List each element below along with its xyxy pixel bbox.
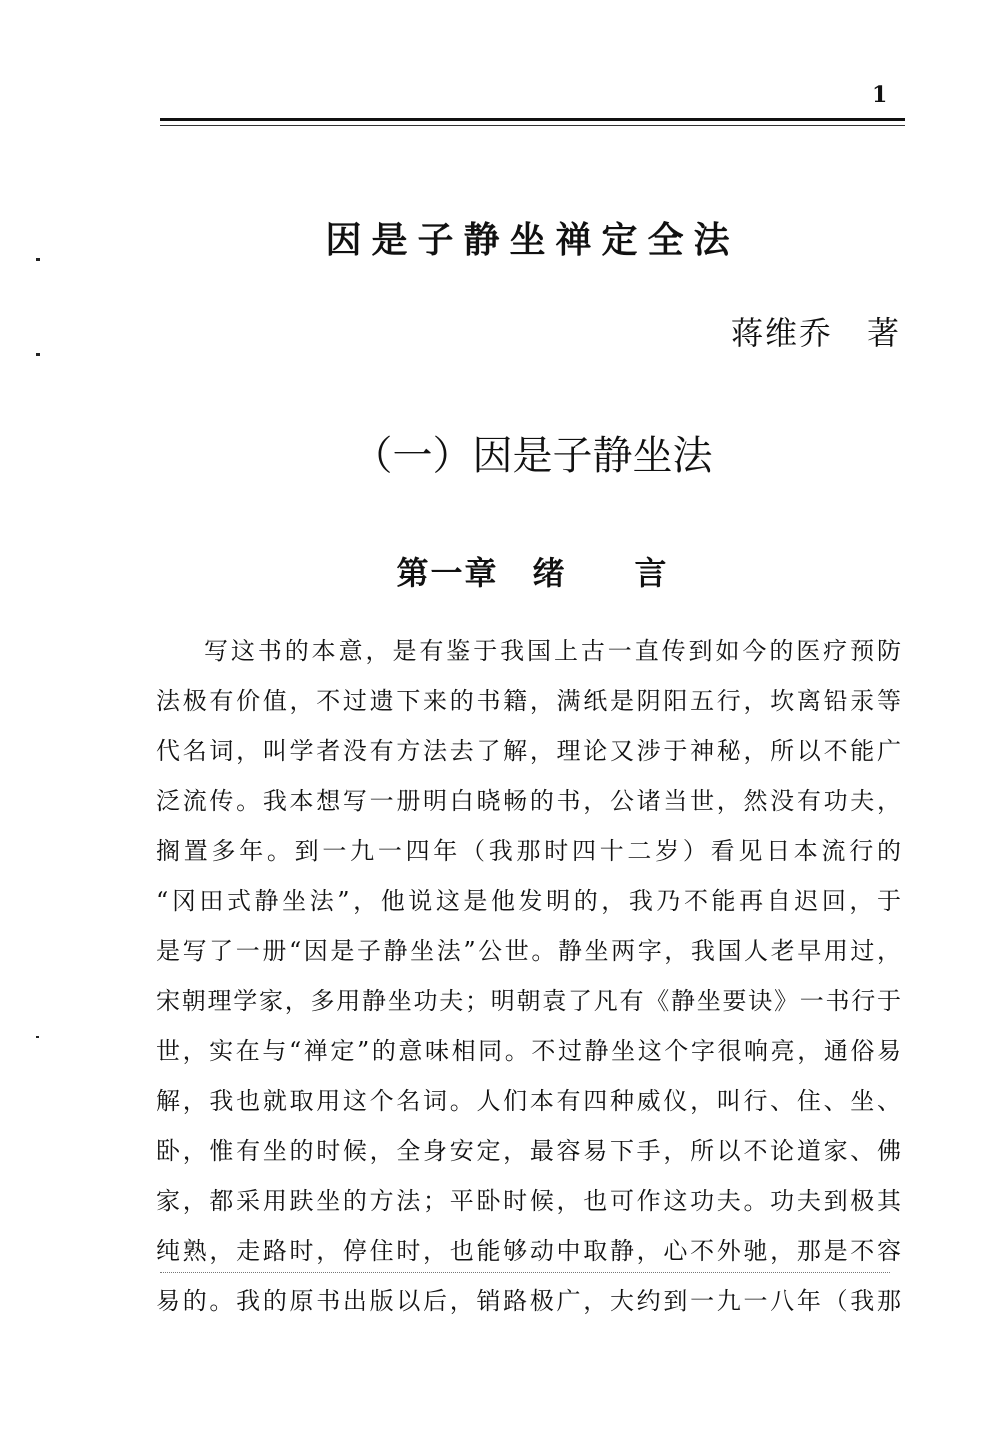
book-title: 因是子静坐禅定全法: [325, 220, 740, 261]
part-title: （一）因是子静坐法: [352, 433, 713, 479]
body-line: 易的。我的原书出版以后，销路极广，大约到一九一八年（我那: [156, 1287, 901, 1315]
margin-speck: [36, 353, 40, 356]
body-line: 写这书的本意，是有鉴于我国上古一直传到如今的医疗预防: [204, 637, 901, 665]
margin-speck: [36, 1036, 39, 1038]
page-number: 1: [872, 82, 888, 108]
body-line: 家，都采用趺坐的方法；平卧时候，也可作这功夫。功夫到极其: [156, 1187, 901, 1215]
body-line: 泛流传。我本想写一册明白晓畅的书，公诸当世，然没有功夫，: [156, 787, 901, 815]
body-line: “冈田式静坐法”，他说这是他发明的，我乃不能再自迟回，于: [156, 887, 901, 915]
body-line: 是写了一册“因是子静坐法”公世。静坐两字，我国人老早用过，: [156, 937, 901, 965]
chapter-body: [156, 626, 901, 1326]
header-rule: [160, 118, 905, 121]
chapter-title: 第一章 绪 言: [396, 554, 669, 592]
body-line: 纯熟，走路时，停住时，也能够动中取静，心不外驰，那是不容: [156, 1237, 901, 1265]
margin-speck: [36, 258, 40, 261]
body-line: 搁置多年。到一九一四年（我那时四十二岁）看见日本流行的: [156, 837, 901, 865]
body-line: 法极有价值，不过遗下来的书籍，满纸是阴阳五行，坎离铅汞等: [156, 687, 901, 715]
body-line: 解，我也就取用这个名词。人们本有四种威仪，叫行、住、坐、: [156, 1087, 901, 1115]
body-line: 代名词，叫学者没有方法去了解，理论又涉于神秘，所以不能广: [156, 737, 901, 765]
header-rule-thin: [160, 125, 905, 126]
body-line: 宋朝理学家，多用静坐功夫；明朝袁了凡有《静坐要诀》一书行于: [156, 987, 901, 1015]
scan-bleed-line: [160, 1272, 890, 1273]
body-line: 世，实在与“禅定”的意味相同。不过静坐这个字很响亮，通俗易: [156, 1037, 901, 1065]
body-line: 卧，惟有坐的时候，全身安定，最容易下手，所以不论道家、佛: [156, 1137, 901, 1165]
author-line: 蒋维乔 著: [730, 314, 901, 352]
